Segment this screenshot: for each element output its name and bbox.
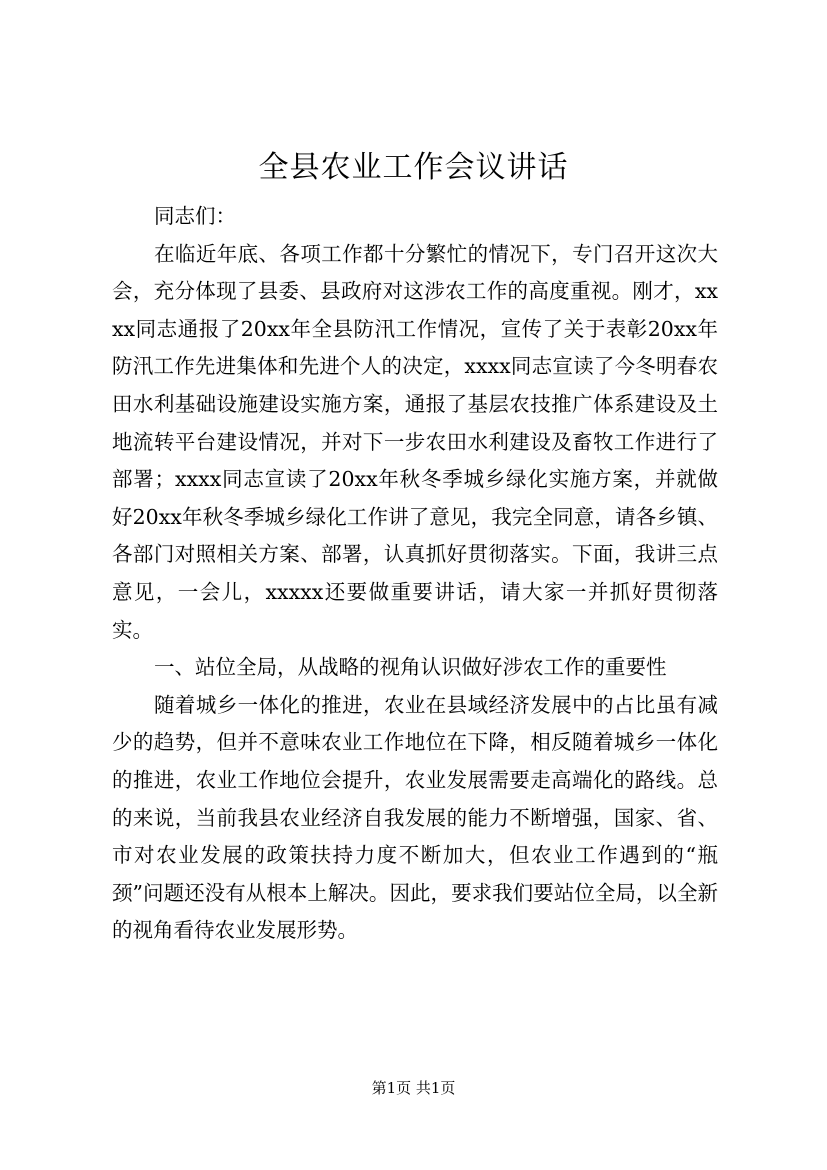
paragraph-intro: 在临近年底、各项工作都十分繁忙的情况下，专门召开这次大会，充分体现了县委、县政府对这涉农工作的高度重视。刚才，xxxx同志通报了20xx年全县防汛工作情况，宣传了关于表彰20xx年防汛工作先进集体和先进个人的决定，xxxx同志宣读了今冬明春农田水利基础设施建设实施方案，通报了基层农技推广体系建设及土地流转平台建设情况，并对下一步农田水利建设及畜牧工作进行了部署；xxxx同志宣读了20xx年秋冬季城乡绿化实施方案，并就做好20xx年秋冬季城乡绿化工作讲了意见，我完全同意，请各乡镇、各部门对照相关方案、部署，认真抓好贯彻落实。下面，我讲三点意见，一会儿，xxxxx还要做重要讲话，请大家一并抓好贯彻落实。 [112,241,718,642]
section-heading-1: 一、站位全局，从战略的视角认识做好涉农工作的重要性 [154,655,667,680]
document-title: 全县农业工作会议讲话 [258,150,569,185]
page-number-footer: 第1页 共1页 [371,1079,456,1097]
paragraph-section-1: 随着城乡一体化的推进，农业在县域经济发展中的占比虽有减少的趋势，但并不意味农业工作地位在下降，相反随着城乡一体化的推进，农业工作地位会提升，农业发展需要走高端化的路线。总的来说，当前我县农业经济自我发展的能力不断增强，国家、省、市对农业发展的政策扶持力度不断加大，但农业工作遇到的“瓶颈”问题还没有从根本上解决。因此，要求我们要站位全局，以全新的视角看待农业发展形势。 [112,692,718,943]
document-body [112,198,718,950]
greeting: 同志们： [154,204,237,228]
